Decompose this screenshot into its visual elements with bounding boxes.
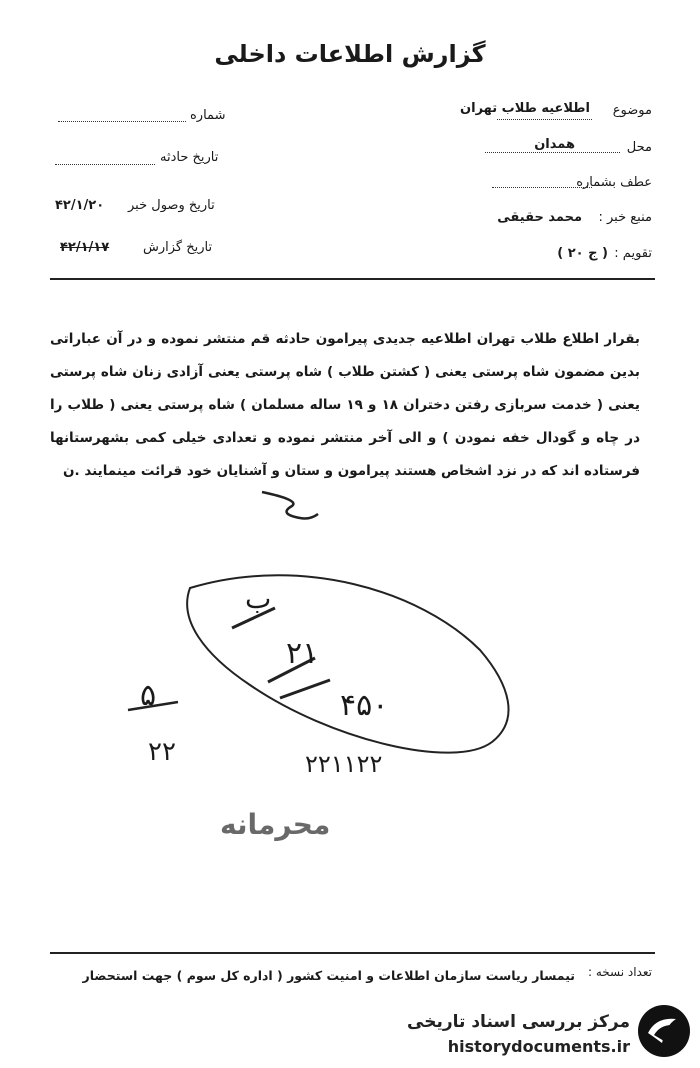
rating-value: ( ج ۲۰ ) (557, 246, 608, 261)
classification-stamp: محرمانه (220, 808, 331, 841)
subject-dots (497, 119, 592, 120)
source-label: منبع خبر : (598, 210, 652, 225)
incident-date-label: تاریخ حادثه (160, 150, 219, 165)
handwritten-note-1: ب (245, 582, 272, 615)
footer-divider (50, 952, 655, 954)
handwritten-squiggle (262, 492, 318, 519)
header-divider (50, 278, 655, 280)
reference-dots (492, 187, 592, 188)
report-body: بقرار اطلاع طلاب تهران اطلاعیه جدیدی پیرامون حادثه قم منتشر نموده و در آن عباراتی بدین مضمون شاه پرستی یعنی ( کشتن طلاب ) شاه پرستی یعنی آزادی زنان شاه پرستی یعنی ( خدمت سربازی رفتن دختران ۱۸ و ۱۹ ساله مسلمان ) شاه پرستی یعنی ( طلاب را در چاه و گودال خفه نمودن ) و الی آخر منتشر نموده و تعدادی خیلی کمی بشهرستانها فرستاده اند که در نزد اشخاص هستند پیرامون و ستان و آشنایان خود قرائت مینمایند .ن (50, 331, 640, 479)
number-label: شماره (190, 108, 226, 123)
received-date-value: ۴۲/۱/۲۰ (55, 198, 105, 213)
rating-label: تقویم : (614, 246, 652, 261)
subject-value: اطلاعیه طلاب تهران (460, 101, 590, 116)
reference-label: عطف بشماره (576, 175, 652, 190)
location-dots (485, 152, 620, 153)
archive-url: historydocuments.ir (447, 1037, 630, 1056)
report-date-value: ۴۲/۱/۱۷ (60, 240, 110, 255)
location-label: محل (626, 140, 652, 155)
document-title: گزارش اطلاعات داخلی (214, 40, 486, 68)
handwritten-left-bottom: ۲۲ (148, 737, 176, 767)
copies-label: تعداد نسخه : (587, 965, 652, 979)
handwritten-note-3: ۴۵۰ (340, 688, 389, 723)
handwritten-note-2: ۲۱ (286, 636, 319, 671)
number-dots (58, 121, 186, 122)
handwritten-note-under: ۲۲۱۱۲۲ (305, 750, 383, 778)
archive-name: مرکز بررسی اسناد تاریخی (407, 1012, 630, 1032)
report-date-label: تاریخ گزارش (143, 240, 213, 255)
archive-logo-icon (636, 1003, 692, 1059)
incident-date-dots (55, 164, 155, 165)
handwritten-oval (187, 575, 508, 752)
location-value: همدان (534, 137, 575, 152)
handwritten-slash-3 (280, 680, 330, 698)
copies-text: تیمسار ریاست سازمان اطلاعات و امنیت کشور ( اداره کل سوم ) جهت استحضار (82, 968, 575, 983)
source-value: محمد حقیقی (497, 210, 582, 225)
handwritten-left-top: ۵ (140, 678, 157, 713)
received-date-label: تاریخ وصول خبر (128, 198, 215, 213)
subject-label: موضوع (612, 103, 652, 118)
